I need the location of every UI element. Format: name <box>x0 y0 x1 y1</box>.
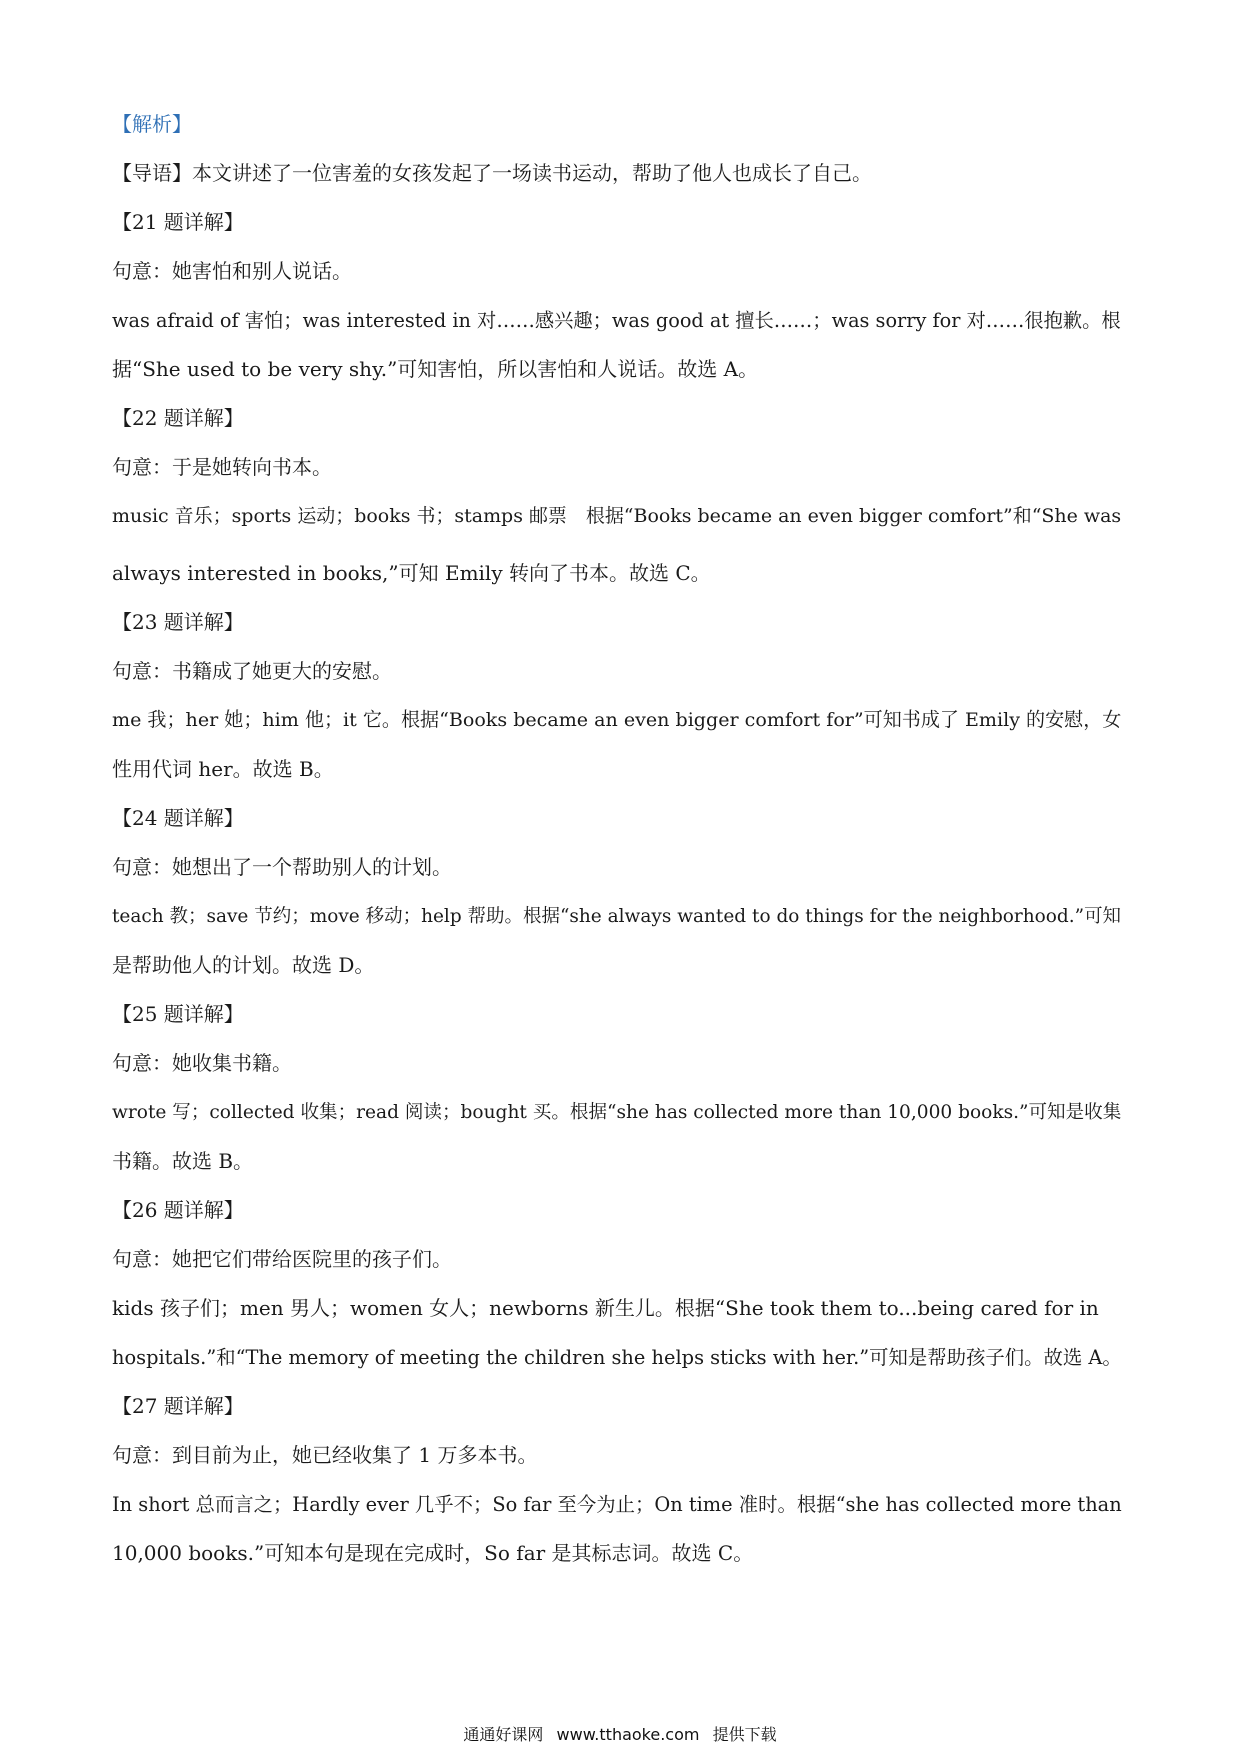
explanation-line: 是帮助他人的计划。故选 D。 <box>112 953 375 977</box>
question-heading: 【23 题详解】 <box>112 610 244 634</box>
explanation-line: wrote 写；collected 收集；read 阅读；bought 买。根据“she has collected more than 10,000 books.”可知是收集 <box>112 1102 1122 1123</box>
footer-note: 提供下载 <box>712 1725 777 1744</box>
question-list <box>112 198 1132 1578</box>
explanation-line: music 音乐；sports 运动；books 书；stamps 邮票 根据“Books became an even bigger comfort”和“She was <box>112 505 1122 527</box>
explanation-line: kids 孩子们；men 男人；women 女人；newborns 新生儿。根据“She took them to...being cared for in <box>112 1296 1099 1320</box>
question-heading: 【21 题详解】 <box>112 210 244 234</box>
sentence-meaning: 句意：她收集书籍。 <box>112 1051 292 1075</box>
sentence-meaning: 句意：书籍成了她更大的安慰。 <box>112 659 392 683</box>
intro-paragraph: 【导语】本文讲述了一位害羞的女孩发起了一场读书运动，帮助了他人也成长了自己。 <box>112 161 872 185</box>
question-item <box>112 1186 1132 1382</box>
question-heading: 【24 题详解】 <box>112 806 244 830</box>
explanation-line: teach 教；save 节约；move 移动；help 帮助。根据“she always wanted to do things for the neighborhood.”可知 <box>112 906 1122 927</box>
explanation-line: always interested in books,”可知 Emily 转向了书本。故选 C。 <box>112 561 711 585</box>
explanation-line: me 我；her 她；him 他；it 它。根据“Books became an even bigger comfort for”可知书成了 Emily 的安慰，女 <box>112 709 1122 731</box>
explanation-line: 据“She used to be very shy.”可知害怕，所以害怕和人说话。故选 A。 <box>112 357 759 381</box>
question-item <box>112 198 1132 394</box>
explanation-line: hospitals.”和“The memory of meeting the children she helps sticks with her.”可知是帮助孩子们。故选 A。 <box>112 1346 1122 1369</box>
question-item <box>112 794 1132 990</box>
sentence-meaning: 句意：她想出了一个帮助别人的计划。 <box>112 855 452 879</box>
sentence-meaning: 句意：她害怕和别人说话。 <box>112 259 352 283</box>
question-heading: 【26 题详解】 <box>112 1198 244 1222</box>
explanation-line: was afraid of 害怕；was interested in 对……感兴趣；was good at 擅长……；was sorry for 对……很抱歉。根 <box>112 309 1121 332</box>
footer-url[interactable]: www.tthaoke.com <box>556 1725 700 1744</box>
explanation-line: 书籍。故选 B。 <box>112 1149 254 1173</box>
question-heading: 【25 题详解】 <box>112 1002 244 1026</box>
page-footer <box>0 1722 1240 1745</box>
question-item <box>112 598 1132 794</box>
question-heading: 【27 题详解】 <box>112 1394 244 1418</box>
explanation-line: 10,000 books.”可知本句是现在完成时，So far 是其标志词。故选 C。 <box>112 1541 754 1565</box>
analysis-heading: 【解析】 <box>112 112 192 136</box>
question-heading: 【22 题详解】 <box>112 406 244 430</box>
sentence-meaning: 句意：到目前为止，她已经收集了 1 万多本书。 <box>112 1443 538 1467</box>
explanation-line: In short 总而言之；Hardly ever 几乎不；So far 至今为止；On time 准时。根据“she has collected more than <box>112 1493 1122 1516</box>
page-content <box>112 100 1132 1578</box>
question-item <box>112 1382 1132 1578</box>
sentence-meaning: 句意：她把它们带给医院里的孩子们。 <box>112 1247 452 1271</box>
footer-site-name: 通通好课网 <box>463 1725 544 1744</box>
explanation-line: 性用代词 her。故选 B。 <box>112 757 334 781</box>
question-item <box>112 990 1132 1186</box>
question-item <box>112 394 1132 598</box>
sentence-meaning: 句意：于是她转向书本。 <box>112 455 332 479</box>
